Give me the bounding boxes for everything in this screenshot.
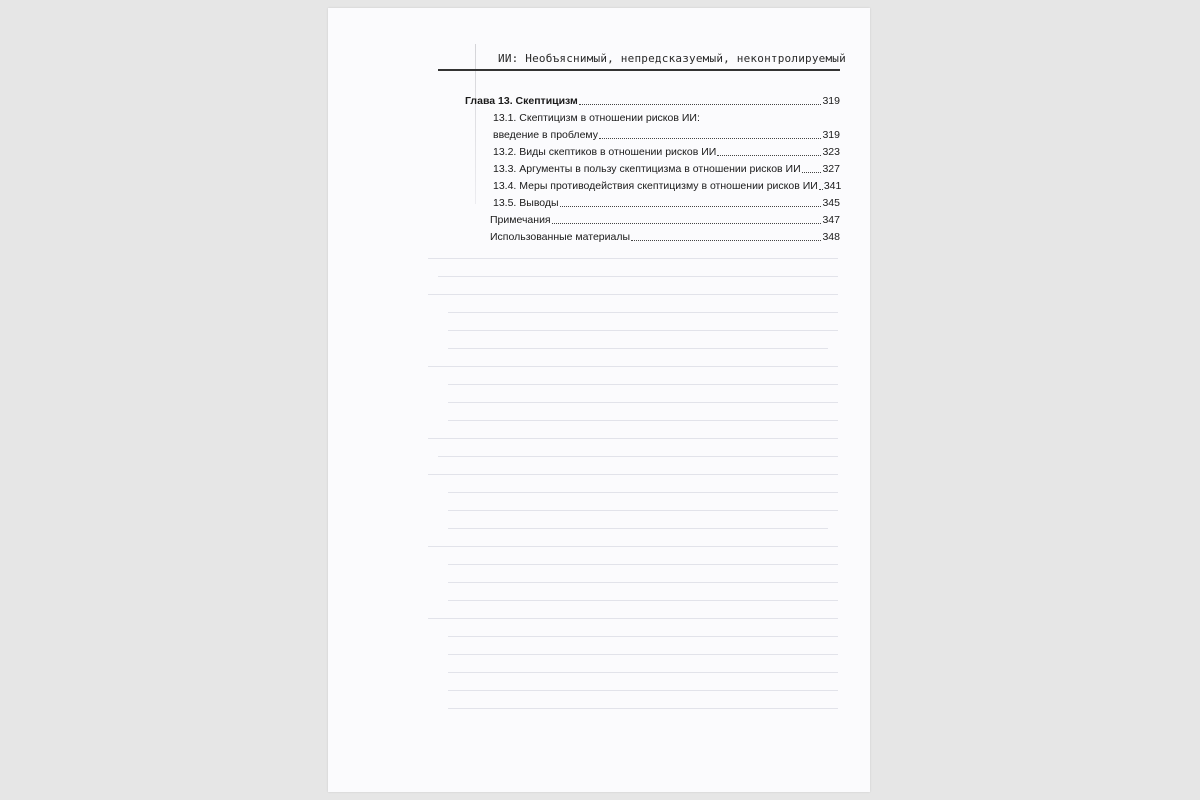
notes-title: Примечания (490, 214, 551, 226)
section-title-line2: введение в проблему (493, 129, 598, 141)
page-number: 323 (822, 146, 840, 158)
toc-section-entry (493, 146, 840, 158)
section-title: 13.2. Виды скептиков в отношении рисков ИИ (493, 146, 717, 158)
toc-section-entry (493, 197, 840, 209)
references-title: Использованные материалы (490, 231, 631, 243)
running-head: ИИ: Необъяснимый, непредсказуемый, неконтролируемый (498, 52, 846, 65)
leader-dots (717, 155, 821, 156)
leader-dots (802, 172, 822, 173)
leader-dots (599, 138, 821, 139)
leader-dots (552, 223, 822, 224)
leader-dots (631, 240, 821, 241)
toc-notes-entry (490, 214, 840, 226)
page-fold-mark (475, 44, 476, 204)
toc-section-entry (493, 163, 840, 175)
header-rule (438, 69, 840, 71)
leader-dots (579, 104, 822, 105)
page-number: 348 (822, 231, 840, 243)
section-title: 13.3. Аргументы в пользу скептицизма в отношении рисков ИИ (493, 163, 801, 175)
toc-section-title-line1: 13.1. Скептицизм в отношении рисков ИИ: (493, 112, 700, 124)
toc-references-entry (490, 231, 840, 243)
leader-dots (819, 189, 823, 190)
toc-section-entry (493, 129, 840, 141)
section-title: 13.5. Выводы (493, 197, 559, 209)
page-number: 319 (822, 95, 840, 107)
chapter-title: Глава 13. Скептицизм (465, 95, 578, 107)
page-number: 347 (822, 214, 840, 226)
toc-section-entry (493, 180, 840, 192)
toc-chapter-entry (465, 95, 840, 107)
leader-dots (560, 206, 822, 207)
page-number: 345 (822, 197, 840, 209)
page-number: 327 (822, 163, 840, 175)
section-title: 13.4. Меры противодействия скептицизму в отношении рисков ИИ (493, 180, 818, 192)
page-number: 341 (823, 180, 842, 192)
book-page (328, 8, 870, 792)
page-number: 319 (822, 129, 840, 141)
